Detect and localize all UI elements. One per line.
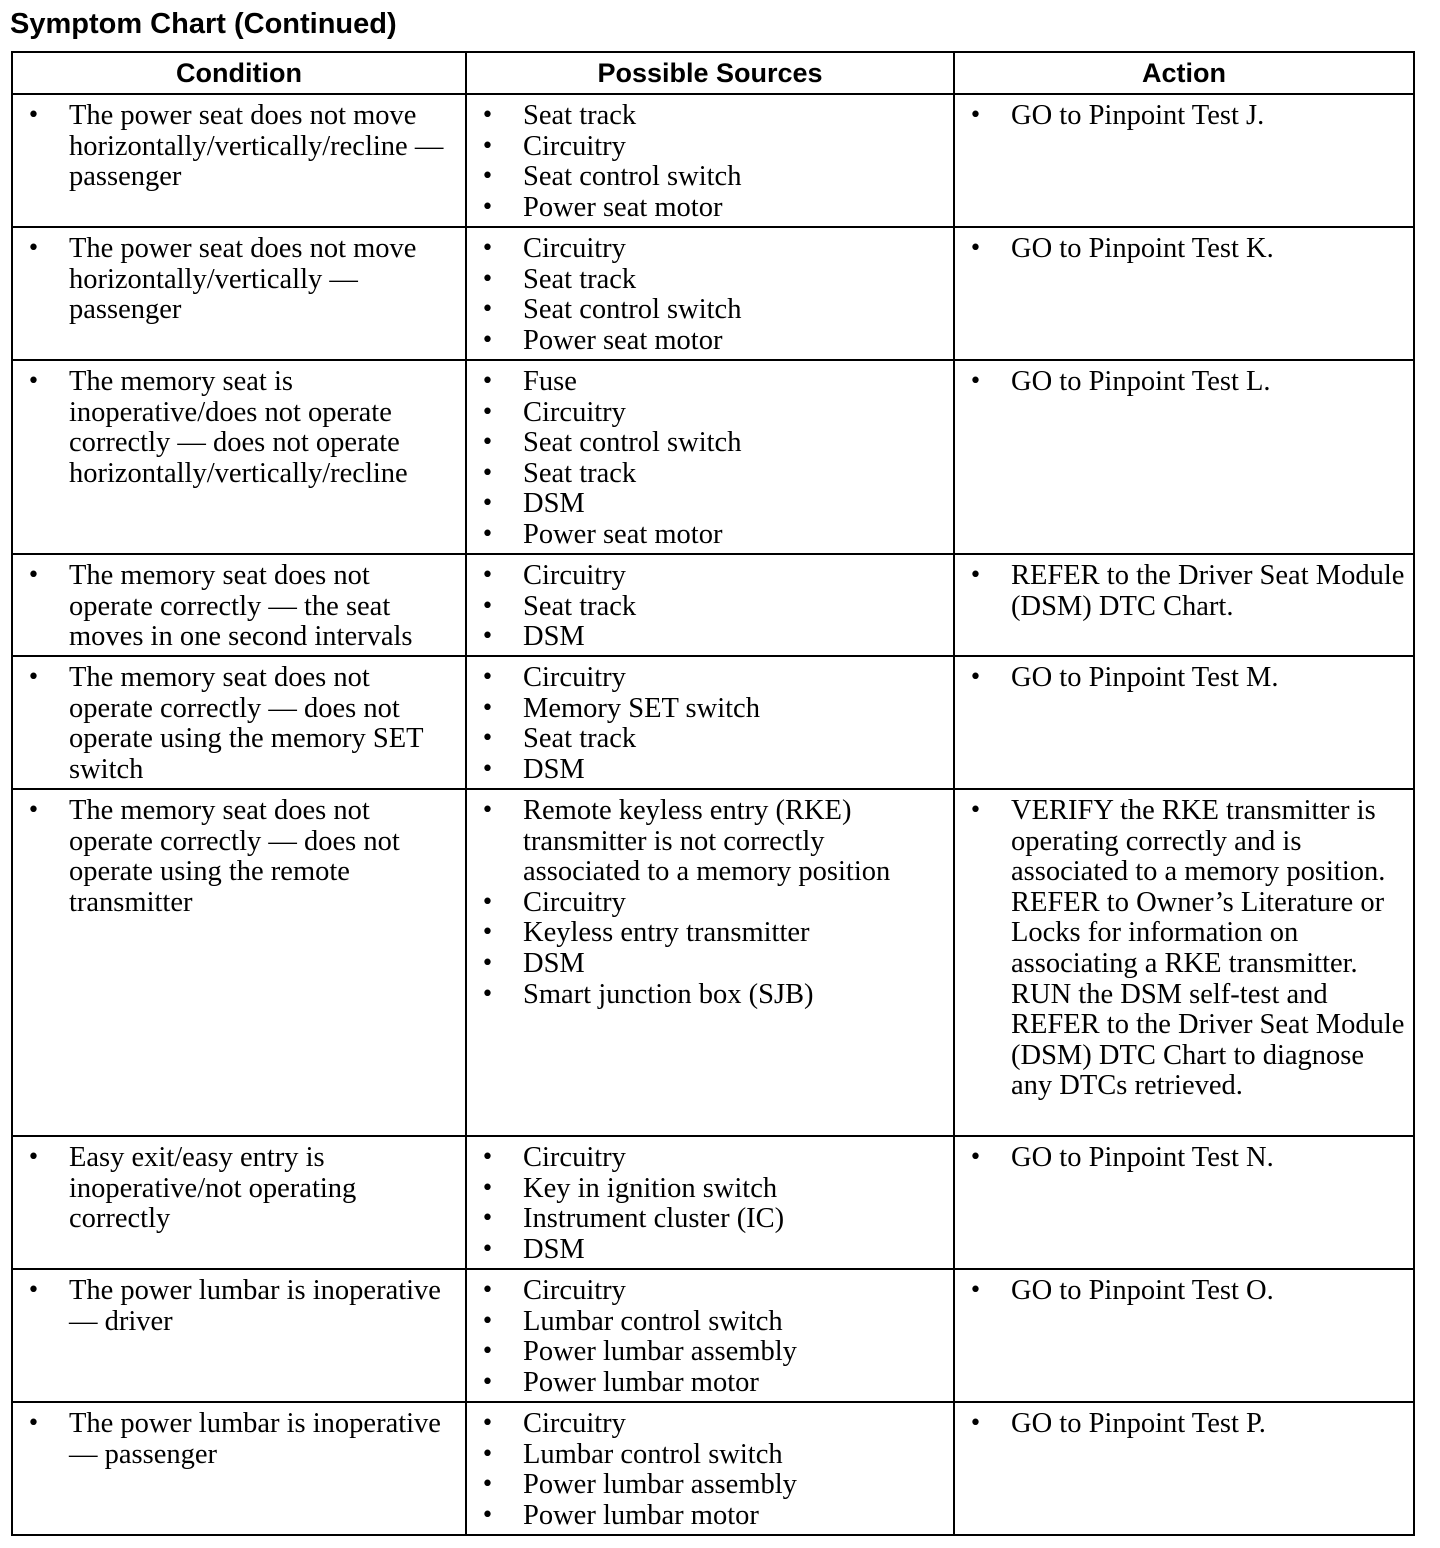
- list-item: • Easy exit/easy entry is inoperative/not operating correctly: [25, 1143, 459, 1235]
- header-possible-sources: Possible Sources: [466, 52, 954, 94]
- list-item: • Seat control switch: [479, 295, 947, 326]
- bullet-list: [479, 796, 947, 1010]
- bullet-list: [479, 1276, 947, 1398]
- bullet-list: [25, 663, 459, 785]
- list-item: • The power seat does not move horizontally/vertically/recline — passenger: [25, 101, 459, 193]
- list-item: • Power lumbar motor: [479, 1501, 947, 1532]
- symptom-chart-table: [11, 51, 1415, 1536]
- possible-sources-cell: [466, 360, 954, 554]
- list-item: • Seat control switch: [479, 162, 947, 193]
- possible-sources-cell: [466, 789, 954, 1136]
- bullet-list: [479, 1409, 947, 1531]
- list-item: • Seat track: [479, 265, 947, 296]
- condition-cell: [12, 360, 466, 554]
- bullet-list: [25, 561, 459, 653]
- bullet-list: [479, 367, 947, 551]
- list-item: • REFER to the Driver Seat Module (DSM) DTC Chart.: [967, 561, 1407, 622]
- table-row: [12, 227, 1414, 360]
- bullet-list: [967, 367, 1407, 398]
- list-item: • GO to Pinpoint Test N.: [967, 1143, 1407, 1174]
- list-item: • Circuitry: [479, 561, 947, 592]
- list-item: • Power lumbar motor: [479, 1368, 947, 1399]
- list-item: • Seat track: [479, 459, 947, 490]
- table-row: [12, 360, 1414, 554]
- bullet-list: [479, 234, 947, 356]
- list-item: • GO to Pinpoint Test L.: [967, 367, 1407, 398]
- possible-sources-cell: [466, 94, 954, 227]
- list-item: • Seat control switch: [479, 428, 947, 459]
- list-item: • GO to Pinpoint Test J.: [967, 101, 1407, 132]
- list-item: • Circuitry: [479, 1276, 947, 1307]
- list-item: • Lumbar control switch: [479, 1440, 947, 1471]
- possible-sources-cell: [466, 227, 954, 360]
- list-item: • Circuitry: [479, 1409, 947, 1440]
- possible-sources-cell: [466, 1136, 954, 1269]
- action-cell: [954, 227, 1414, 360]
- action-cell: [954, 360, 1414, 554]
- table-row: [12, 1136, 1414, 1269]
- bullet-list: [967, 1409, 1407, 1440]
- bullet-list: [479, 561, 947, 653]
- condition-cell: [12, 1402, 466, 1535]
- list-item: • VERIFY the RKE transmitter is operating correctly and is associated to a memory position. REFER to Owner’s Literature or Locks for information on associating a RKE transmitter. RUN the DSM self-test and REFER to the Driver Seat Module (DSM) DTC Chart to diagnose any DTCs retrieved.: [967, 796, 1407, 1102]
- table-row: [12, 1402, 1414, 1535]
- list-item: • DSM: [479, 755, 947, 786]
- list-item: • Circuitry: [479, 132, 947, 163]
- list-item: • Smart junction box (SJB): [479, 980, 947, 1011]
- bullet-list: [967, 101, 1407, 132]
- table-row: [12, 94, 1414, 227]
- bullet-list: [25, 234, 459, 326]
- table-row: [12, 554, 1414, 656]
- action-cell: [954, 554, 1414, 656]
- possible-sources-cell: [466, 1269, 954, 1402]
- list-item: • The memory seat does not operate correctly — does not operate using the remote transmitter: [25, 796, 459, 918]
- list-item: • Circuitry: [479, 398, 947, 429]
- table-body: [12, 94, 1414, 1535]
- list-item: • The memory seat does not operate correctly — the seat moves in one second intervals: [25, 561, 459, 653]
- header-row: [12, 52, 1414, 94]
- bullet-list: [25, 1409, 459, 1470]
- list-item: • Seat track: [479, 592, 947, 623]
- header-action: Action: [954, 52, 1414, 94]
- bullet-list: [967, 1276, 1407, 1307]
- list-item: • Memory SET switch: [479, 694, 947, 725]
- page-title: Symptom Chart (Continued): [10, 8, 397, 40]
- list-item: • Power lumbar assembly: [479, 1337, 947, 1368]
- bullet-list: [25, 367, 459, 489]
- list-item: • Keyless entry transmitter: [479, 918, 947, 949]
- action-cell: [954, 1269, 1414, 1402]
- list-item: • DSM: [479, 622, 947, 653]
- list-item: • Power seat motor: [479, 520, 947, 551]
- table-row: [12, 656, 1414, 789]
- list-item: • DSM: [479, 1235, 947, 1266]
- action-cell: [954, 94, 1414, 227]
- list-item: • Remote keyless entry (RKE) transmitter is not correctly associated to a memory position: [479, 796, 947, 888]
- possible-sources-cell: [466, 656, 954, 789]
- possible-sources-cell: [466, 554, 954, 656]
- action-cell: [954, 1136, 1414, 1269]
- table-row: [12, 1269, 1414, 1402]
- list-item: • GO to Pinpoint Test P.: [967, 1409, 1407, 1440]
- condition-cell: [12, 94, 466, 227]
- list-item: • GO to Pinpoint Test K.: [967, 234, 1407, 265]
- list-item: • Power lumbar assembly: [479, 1470, 947, 1501]
- bullet-list: [479, 663, 947, 785]
- list-item: • Instrument cluster (IC): [479, 1204, 947, 1235]
- list-item: • GO to Pinpoint Test O.: [967, 1276, 1407, 1307]
- list-item: • GO to Pinpoint Test M.: [967, 663, 1407, 694]
- table-row: [12, 789, 1414, 1136]
- list-item: • The memory seat is inoperative/does not operate correctly — does not operate horizontally/vertically/recline: [25, 367, 459, 489]
- list-item: • DSM: [479, 949, 947, 980]
- bullet-list: [967, 663, 1407, 694]
- action-cell: [954, 1402, 1414, 1535]
- list-item: • DSM: [479, 489, 947, 520]
- condition-cell: [12, 1269, 466, 1402]
- list-item: • The power seat does not move horizontally/vertically — passenger: [25, 234, 459, 326]
- list-item: • The power lumbar is inoperative — driver: [25, 1276, 459, 1337]
- condition-cell: [12, 227, 466, 360]
- bullet-list: [25, 796, 459, 918]
- list-item: • Key in ignition switch: [479, 1174, 947, 1205]
- list-item: • Circuitry: [479, 888, 947, 919]
- bullet-list: [967, 1143, 1407, 1174]
- condition-cell: [12, 1136, 466, 1269]
- list-item: • Seat track: [479, 101, 947, 132]
- bullet-list: [479, 1143, 947, 1265]
- action-cell: [954, 789, 1414, 1136]
- list-item: • Lumbar control switch: [479, 1307, 947, 1338]
- list-item: • Circuitry: [479, 1143, 947, 1174]
- bullet-list: [967, 561, 1407, 622]
- header-condition: Condition: [12, 52, 466, 94]
- list-item: • The power lumbar is inoperative — passenger: [25, 1409, 459, 1470]
- bullet-list: [967, 234, 1407, 265]
- action-cell: [954, 656, 1414, 789]
- bullet-list: [479, 101, 947, 223]
- condition-cell: [12, 554, 466, 656]
- list-item: • Power seat motor: [479, 193, 947, 224]
- list-item: • Seat track: [479, 724, 947, 755]
- list-item: • Circuitry: [479, 234, 947, 265]
- possible-sources-cell: [466, 1402, 954, 1535]
- list-item: • Power seat motor: [479, 326, 947, 357]
- bullet-list: [25, 1143, 459, 1235]
- bullet-list: [967, 796, 1407, 1102]
- list-item: • Circuitry: [479, 663, 947, 694]
- bullet-list: [25, 1276, 459, 1337]
- bullet-list: [25, 101, 459, 193]
- condition-cell: [12, 789, 466, 1136]
- condition-cell: [12, 656, 466, 789]
- list-item: • Fuse: [479, 367, 947, 398]
- list-item: • The memory seat does not operate correctly — does not operate using the memory SET switch: [25, 663, 459, 785]
